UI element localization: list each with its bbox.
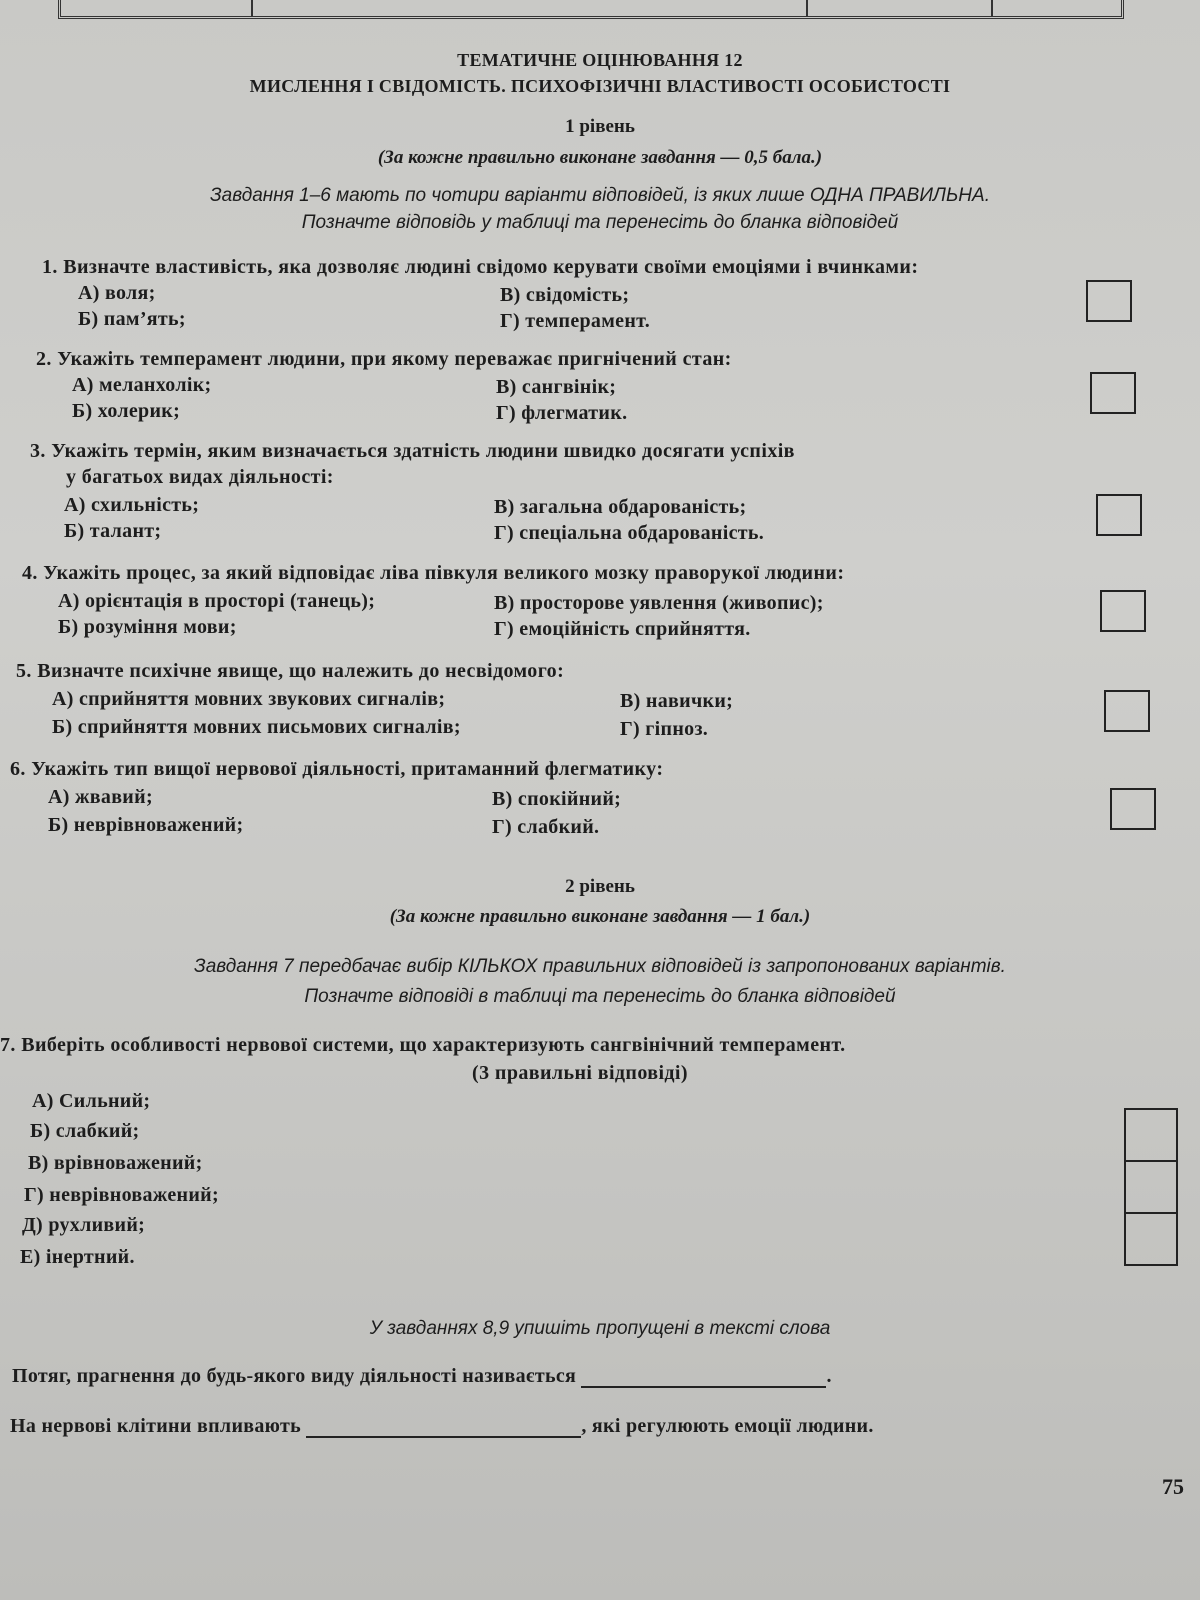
q4-option-b: Б) розуміння мови; [58, 616, 237, 638]
q3-option-a: А) схильність; [64, 494, 200, 516]
question-3 [30, 440, 795, 463]
question-8 [12, 1364, 832, 1388]
level2-instruction-line1: Завдання 7 передбачає вибір КІЛЬКОХ правильних відповідей із запропонованих варіантів. [194, 956, 1006, 977]
q3-option-b: Б) талант; [64, 520, 162, 542]
question-2 [36, 348, 732, 371]
q2-option-v: В) сангвінік; [496, 376, 617, 398]
q3-option-v: В) загальна обдарованість; [494, 496, 747, 518]
q6-option-b: Б) неврівноважений; [48, 814, 244, 836]
q3-answer-box[interactable] [1096, 494, 1142, 536]
q2-option-b: Б) холерик; [72, 400, 181, 422]
q5-option-a: А) сприйняття мовних звукових сигналів; [52, 688, 446, 710]
q6-option-a: А) жвавий; [48, 786, 153, 808]
q9-text: На нервові клітини впливають [10, 1415, 301, 1437]
question-text: Визначте психічне явище, що належить до несвідомого: [37, 660, 565, 682]
q7-answer-cell[interactable] [1126, 1214, 1176, 1264]
q7-answer-cell[interactable] [1126, 1110, 1176, 1162]
q7-answer-boxes[interactable] [1124, 1108, 1178, 1266]
q1-option-v: В) свідомість; [500, 284, 630, 306]
q6-option-g: Г) слабкий. [492, 816, 600, 838]
question-text: Виберіть особливості нервової системи, що характеризують сангвінічний темперамент. [21, 1034, 846, 1056]
q6-answer-box[interactable] [1110, 788, 1156, 830]
q9-end: , які регулюють емоції людини. [581, 1415, 874, 1437]
q7-answer-cell[interactable] [1126, 1162, 1176, 1214]
q4-option-g: Г) емоційність сприйняття. [494, 618, 751, 640]
q4-option-a: А) орієнтація в просторі (танець); [58, 590, 376, 612]
q5-answer-box[interactable] [1104, 690, 1150, 732]
q5-option-g: Г) гіпноз. [620, 718, 709, 740]
question-9 [10, 1414, 874, 1438]
question-number: 5. [16, 660, 32, 682]
fill-in-instruction: У завданнях 8,9 упишіть пропущені в тексті слова [369, 1318, 831, 1339]
question-1 [42, 256, 918, 279]
level1-instruction-line1: Завдання 1–6 мають по чотири варіанти відповідей, із яких лише ОДНА ПРАВИЛЬНА. [210, 185, 990, 206]
q3-option-g: Г) спеціальна обдарованість. [494, 522, 765, 544]
level2-heading: 2 рівень [565, 876, 635, 897]
q6-option-v: В) спокійний; [492, 788, 622, 810]
question-text: Укажіть термін, яким визначається здатність людини швидко досягати успіхів [51, 440, 795, 462]
question-number: 2. [36, 348, 52, 370]
q7-option-b: Б) слабкий; [30, 1120, 140, 1142]
q4-answer-box[interactable] [1100, 590, 1146, 632]
level2-instruction-line2: Позначте відповіді в таблиці та перенесіть до бланка відповідей [304, 986, 896, 1007]
question-text: Визначте властивість, яка дозволяє людині свідомо керувати своїми емоціями і вчинками: [63, 256, 919, 278]
level1-instruction-line2: Позначте відповідь у таблиці та перенесіть до бланка відповідей [301, 212, 899, 233]
question-3-text-line2: у багатьох видах діяльності: [66, 466, 334, 488]
q1-answer-box[interactable] [1086, 280, 1132, 322]
q8-answer-blank[interactable] [581, 1364, 826, 1388]
question-number: 6. [10, 758, 26, 780]
page-subtitle: МИСЛЕННЯ І СВІДОМІСТЬ. ПСИХОФІЗИЧНІ ВЛАСТИВОСТІ ОСОБИСТОСТІ [249, 76, 951, 96]
q1-option-g: Г) темперамент. [500, 310, 651, 332]
q7-option-g: Г) неврівноважений; [24, 1184, 219, 1206]
q7-option-d: Д) рухливий; [22, 1214, 146, 1236]
question-text: Укажіть процес, за який відповідає ліва півкуля великого мозку праворукої людини: [43, 562, 845, 584]
question-7-hint: (3 правильні відповіді) [472, 1062, 688, 1084]
question-number: 3. [30, 440, 46, 462]
question-7 [0, 1034, 846, 1057]
q7-option-v: В) врівноважений; [28, 1152, 203, 1174]
question-number: 4. [22, 562, 38, 584]
question-4 [22, 562, 844, 585]
level1-heading: 1 рівень [565, 116, 635, 137]
q7-option-e: Е) інертний. [20, 1246, 135, 1268]
page-title: ТЕМАТИЧНЕ ОЦІНЮВАННЯ 12 [457, 50, 743, 70]
q5-option-b: Б) сприйняття мовних письмових сигналів; [52, 716, 461, 738]
level2-scoring: (За кожне правильно виконане завдання — 1 бал.) [389, 906, 811, 927]
level1-scoring: (За кожне правильно виконане завдання — 0,5 бала.) [377, 147, 823, 168]
q1-option-a: А) воля; [78, 282, 156, 304]
question-number: 7. [0, 1034, 16, 1056]
q8-text: Потяг, прагнення до будь-якого виду діяльності називається [12, 1365, 577, 1387]
q4-option-v: В) просторове уявлення (живопис); [494, 592, 824, 614]
question-text: Укажіть темперамент людини, при якому переважає пригнічений стан: [57, 348, 732, 370]
question-text: Укажіть тип вищої нервової діяльності, притаманний флегматику: [31, 758, 664, 780]
q1-option-b: Б) пам’ять; [78, 308, 186, 330]
q7-option-a: А) Сильний; [32, 1090, 151, 1112]
q2-option-a: А) меланхолік; [72, 374, 212, 396]
page-number: 75 [1162, 1474, 1184, 1499]
q9-answer-blank[interactable] [306, 1414, 581, 1438]
q2-answer-box[interactable] [1090, 372, 1136, 414]
q5-option-v: В) навички; [620, 690, 734, 712]
question-5 [16, 660, 564, 683]
top-table-frame [58, 0, 1124, 19]
question-6 [10, 758, 663, 781]
q8-end: . [826, 1365, 832, 1387]
q2-option-g: Г) флегматик. [496, 402, 628, 424]
question-number: 1. [42, 256, 58, 278]
